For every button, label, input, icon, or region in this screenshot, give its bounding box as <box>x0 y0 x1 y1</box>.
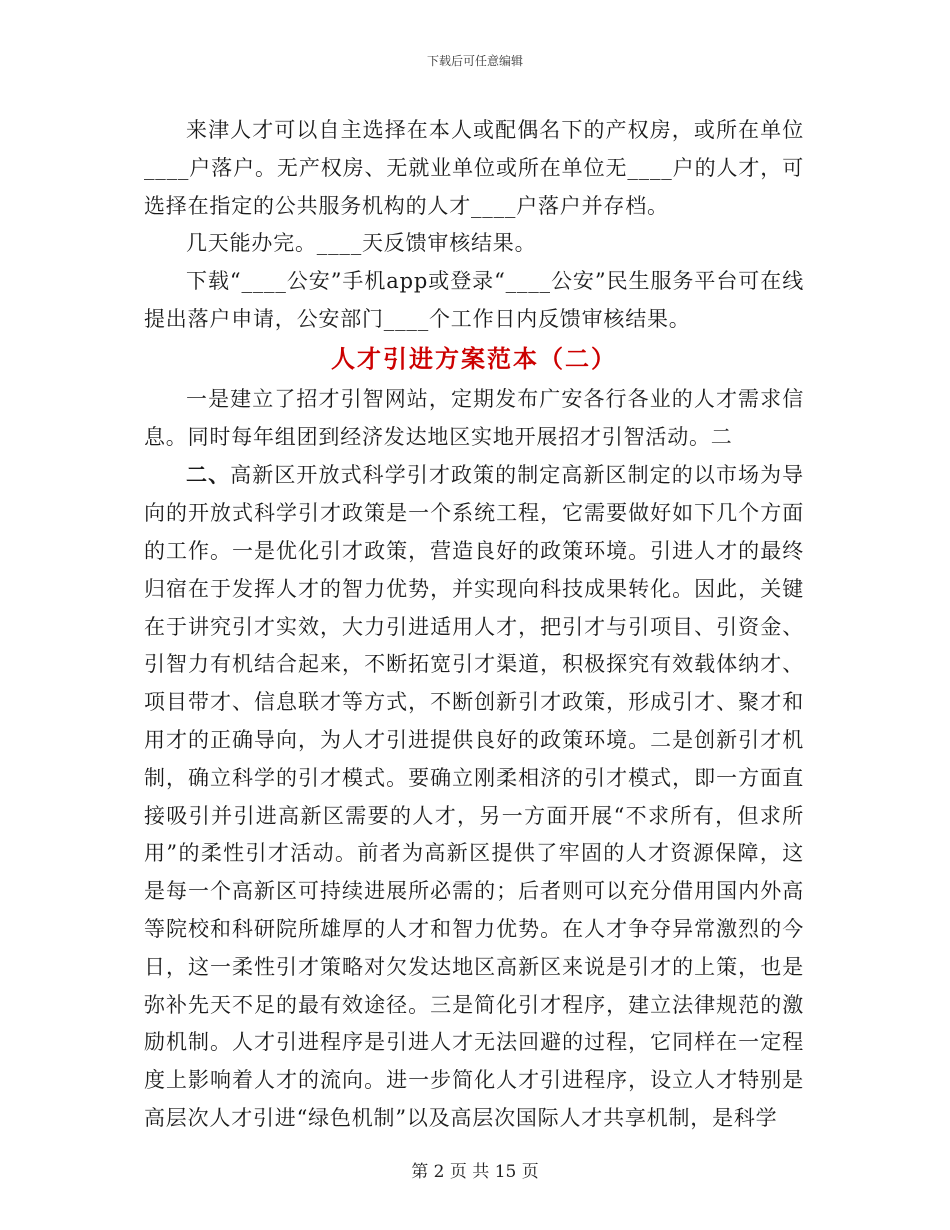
section-title: 人才引进方案范本（二） <box>331 344 617 373</box>
paragraph-policy-formulation <box>144 456 804 1137</box>
page-footer: 第 2 页 共 15 页 <box>411 1162 539 1182</box>
paragraph-recruitment-website: 一是建立了招才引智网站，定期发布广安各行各业的人才需求信息。同时每年组团到经济发达地区实地开展招才引智活动。二 <box>144 386 804 449</box>
page-header: 下载后可任意编辑 <box>426 54 523 68</box>
paragraph-body-text: 高新区开放式科学引才政策的制定高新区制定的以市场为导向的开放式科学引才政策是一个系统工程，它需要做好如下几个方面的工作。一是优化引才政策，营造良好的政策环境。引进人才的最终归宿在于发挥人才的智力优势，并实现向科技成果转化。因此，关键在于讲究引才实效，大力引进适用人才，把引才与引项目、引资金、引智力有机结合起来，不断拓宽引才渠道，积极探究有效载体纳才、项目带才、信息联才等方式，不断创新引才政策，形成引才、聚才和用才的正确导向，为人才引进提供良好的政策环境。二是创新引才机制，确立科学的引才模式。要确立刚柔相济的引才模式，即一方面直接吸引并引进高新区需要的人才，另一方面开展“不求所有，但求所用”的柔性引才活动。前者为高新区提供了牢固的人才资源保障，这是每一个高新区可持续进展所必需的；后者则可以充分借用国内外高等院校和科研院所雄厚的人才和智力优势。在人才争夺异常激烈的今日，这一柔性引才策略对欠发达地区高新区来说是引才的上策，也是弥补先天不足的最有效途径。三是简化引才程序，建立法律规范的激励机制。人才引进程序是引进人才无法回避的过程，它同样在一定程度上影响着人才的流向。进一步简化人才引进程序，设立人才特别是高层次人才引进“绿色机制”以及高层次国际人才共享机制，是科学 <box>144 463 804 1130</box>
document-body <box>144 112 804 1138</box>
paragraph-processing-time: 几天能办完。____天反馈审核结果。 <box>186 231 537 256</box>
paragraph-settlement-options: 来津人才可以自主选择在本人或配偶名下的产权房，或所在单位____户落户。无产权房、无就业单位或所在单位无____户的人才，可选择在指定的公共服务机构的人才____户落户并存档。 <box>144 118 804 218</box>
paragraph-online-application: 下载“____公安”手机app或登录“____公安”民生服务平台可在线提出落户申请，公安部门____个工作日内反馈审核结果。 <box>144 269 804 331</box>
paragraph-lead-number: 二、 <box>186 462 231 488</box>
